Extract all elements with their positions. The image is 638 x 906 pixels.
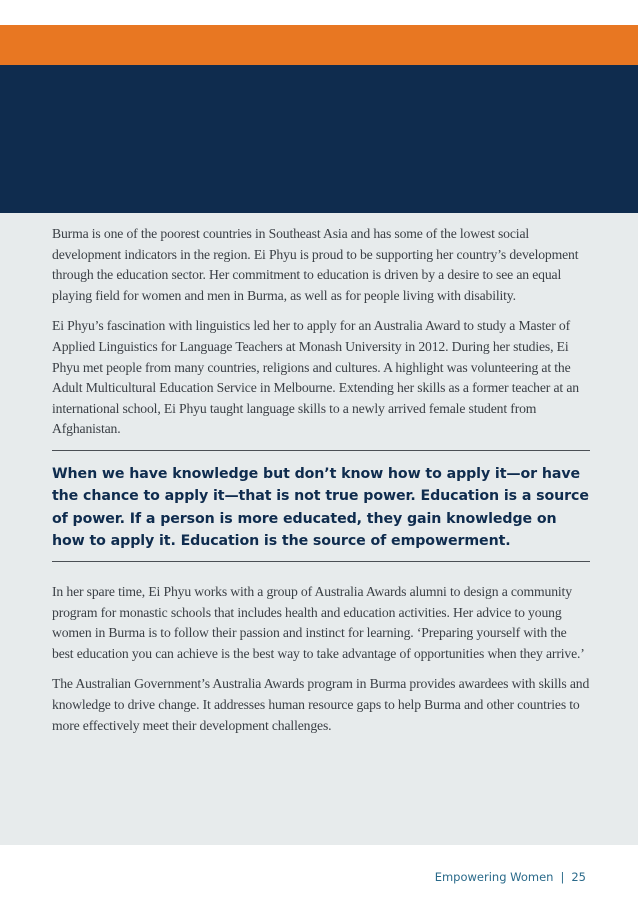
- top-margin: [0, 0, 638, 25]
- pull-quote: [52, 450, 590, 562]
- pull-quote-text: When we have knowledge but don’t know how to apply it—or have the chance to apply it—that is not true power. Education is a source of power. If a person is more educated, they gain knowledge on how to apply it. Education is the source of empowerment.: [52, 465, 589, 550]
- page-number: 25: [571, 870, 586, 884]
- article-body: [52, 224, 590, 746]
- body-paragraph: In her spare time, Ei Phyu works with a group of Australia Awards alumni to design a community program for monastic schools that includes health and education activities. Her advice to young women in Burma is to follow their passion and instinct for learning. ‘Preparing yourself with the best education you can achieve is the best way to take advantage of opportunities when they arrive.’: [52, 583, 585, 661]
- body-paragraph: Burma is one of the poorest countries in Southeast Asia and has some of the lowest social development indicators in the region. Ei Phyu is proud to be supporting her country’s development through the education sector. Her commitment to education is driven by a desire to see an equal playing field for women and men in Burma, as well as for people living with disability.: [52, 226, 579, 303]
- footer-section-title: Empowering Women: [434, 870, 554, 884]
- footer-running-head: [435, 870, 586, 884]
- header-banner: [0, 65, 638, 213]
- page-footer: [0, 845, 638, 906]
- footer-separator: |: [560, 870, 565, 884]
- body-paragraph: The Australian Government’s Australia Awards program in Burma provides awardees with skills and knowledge to drive change. It addresses human resource gaps to help Burma and other countries to more effectively meet their development challenges.: [52, 676, 590, 733]
- header-accent-band: [0, 25, 638, 65]
- body-paragraph: Ei Phyu’s fascination with linguistics led her to apply for an Australia Award to study a Master of Applied Linguistics for Language Teachers at Monash University in 2012. During her studies, Ei Phyu met people from many countries, religions and cultures. A highlight was volunteering at the Adult Multicultural Education Service in Melbourne. Extending her skills as a former teacher at an international school, Ei Phyu taught language skills to a newly arrived female student from Afghanistan.: [52, 318, 579, 437]
